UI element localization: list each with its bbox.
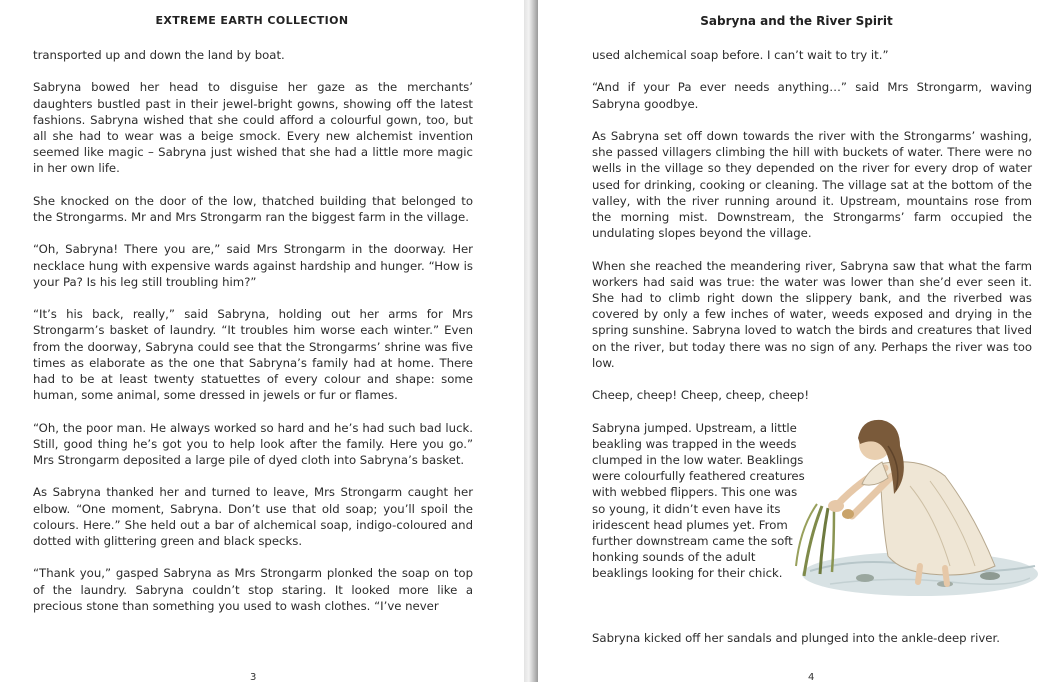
paragraph: Sabryna bowed her head to disguise her gaze as the merchants’ daughters bustled past in their jewel-bright gowns, showing off the latest fashions. Sabryna wished that she could afford a colourful gown, too, but all she had to wear was a beige smock. Every new alchemist invention seemed like magic – Sabryna just wished that she had a little more magic in her own life. [33, 80, 473, 176]
paragraph: transported up and down the land by boat. [33, 48, 285, 62]
paragraph: When she reached the meandering river, Sabryna saw that what the farm workers had said was true: the water was lower than she’d ever seen it. She had to climb right down the slippery bank, and the riverbed was covered by only a few inches of water, weeds exposed and drying in the spring sunshine. Sabryna loved to watch the birds and creatures that lived on the river, but today there was no sign of any. Perhaps the river was too low. [592, 258, 1032, 370]
right-body-text [592, 47, 1032, 662]
paragraph: “Oh, the poor man. He always worked so hard and he’s had such bad luck. Still, good thing he’s got you to help look after the family. Here you go.” Mrs Strongarm deposited a large pile of dyed cloth into Sabryna’s basket. [33, 420, 473, 467]
paragraph: used alchemical soap before. I can’t wait to try it.” [592, 48, 889, 62]
paragraph: As Sabryna set off down towards the river with the Strongarms’ washing, she passed villagers climbing the hill with buckets of water. There were no wells in the village so they depended on the river for every drop of water used for drinking, cooking or cleaning. The village sat at the bottom of the valley, with the river running around it. Upstream, mountains rose from the morning mist. Downstream, the Strongarms’ farm occupied the undulating slopes beyond the village. [592, 128, 1032, 241]
paragraph: Sabryna jumped. Upstream, a little beakling was trapped in the weeds clumped in the low water. Beaklings were colourfully feathered creatures with webbed flippers. This one was so young, it didn’t even have its iridescent head plumes yet. From further downstream came the soft honking sounds of the adult beaklings looking for their chick. [592, 420, 805, 581]
paragraph: As Sabryna thanked her and turned to leave, Mrs Strongarm caught her elbow. “One moment, Sabryna. Don’t use that old soap; you’ll spoil the colours. Here.” She held out a bar of alchemical soap, indigo-coloured and dotted with glittering green and black specks. [33, 485, 473, 548]
book-gutter [524, 0, 538, 682]
page-number-right: 4 [808, 672, 815, 683]
page-number-left: 3 [250, 672, 257, 683]
illustrated-passage [592, 420, 1032, 614]
paragraph: Cheep, cheep! Cheep, cheep, cheep! [592, 388, 810, 403]
paragraph: Sabryna kicked off her sandals and plunged into the ankle-deep river. [592, 630, 1000, 645]
right-page [538, 0, 1055, 682]
girl-in-river-illustration [770, 406, 1040, 616]
running-header-left: EXTREME EARTH COLLECTION [155, 14, 349, 27]
paragraph: “And if your Pa ever needs anything…” said Mrs Strongarm, waving Sabryna goodbye. [592, 80, 1032, 111]
paragraph: “It’s his back, really,” said Sabryna, holding out her arms for Mrs Strongarm’s basket of laundry. “It troubles him worse each winter.” Even from the doorway, Sabryna could see that the Strongarms’ shrine was five times as elaborate as the one that Sabryna’s family had at home. There had to be at least twenty statuettes of every colour and shape: some human, some animal, some dressed in jewels or fur or flames. [33, 307, 473, 403]
running-header-right: Sabryna and the River Spirit [700, 14, 893, 28]
left-page [0, 0, 524, 682]
paragraph: “Thank you,” gasped Sabryna as Mrs Strongarm plonked the soap on top of the laundry. Sabryna couldn’t stop staring. It looked more like a precious stone than something you used to wash clothes. “I’ve never [33, 566, 473, 613]
paragraph: She knocked on the door of the low, thatched building that belonged to the Strongarms. Mr and Mrs Strongarm ran the biggest farm in the village. [33, 193, 473, 224]
left-body-text [33, 47, 473, 630]
paragraph: “Oh, Sabryna! There you are,” said Mrs Strongarm in the doorway. Her necklace hung with expensive wards against hardship and hunger. “How is your Pa? Is his leg still troubling him?” [33, 242, 473, 289]
